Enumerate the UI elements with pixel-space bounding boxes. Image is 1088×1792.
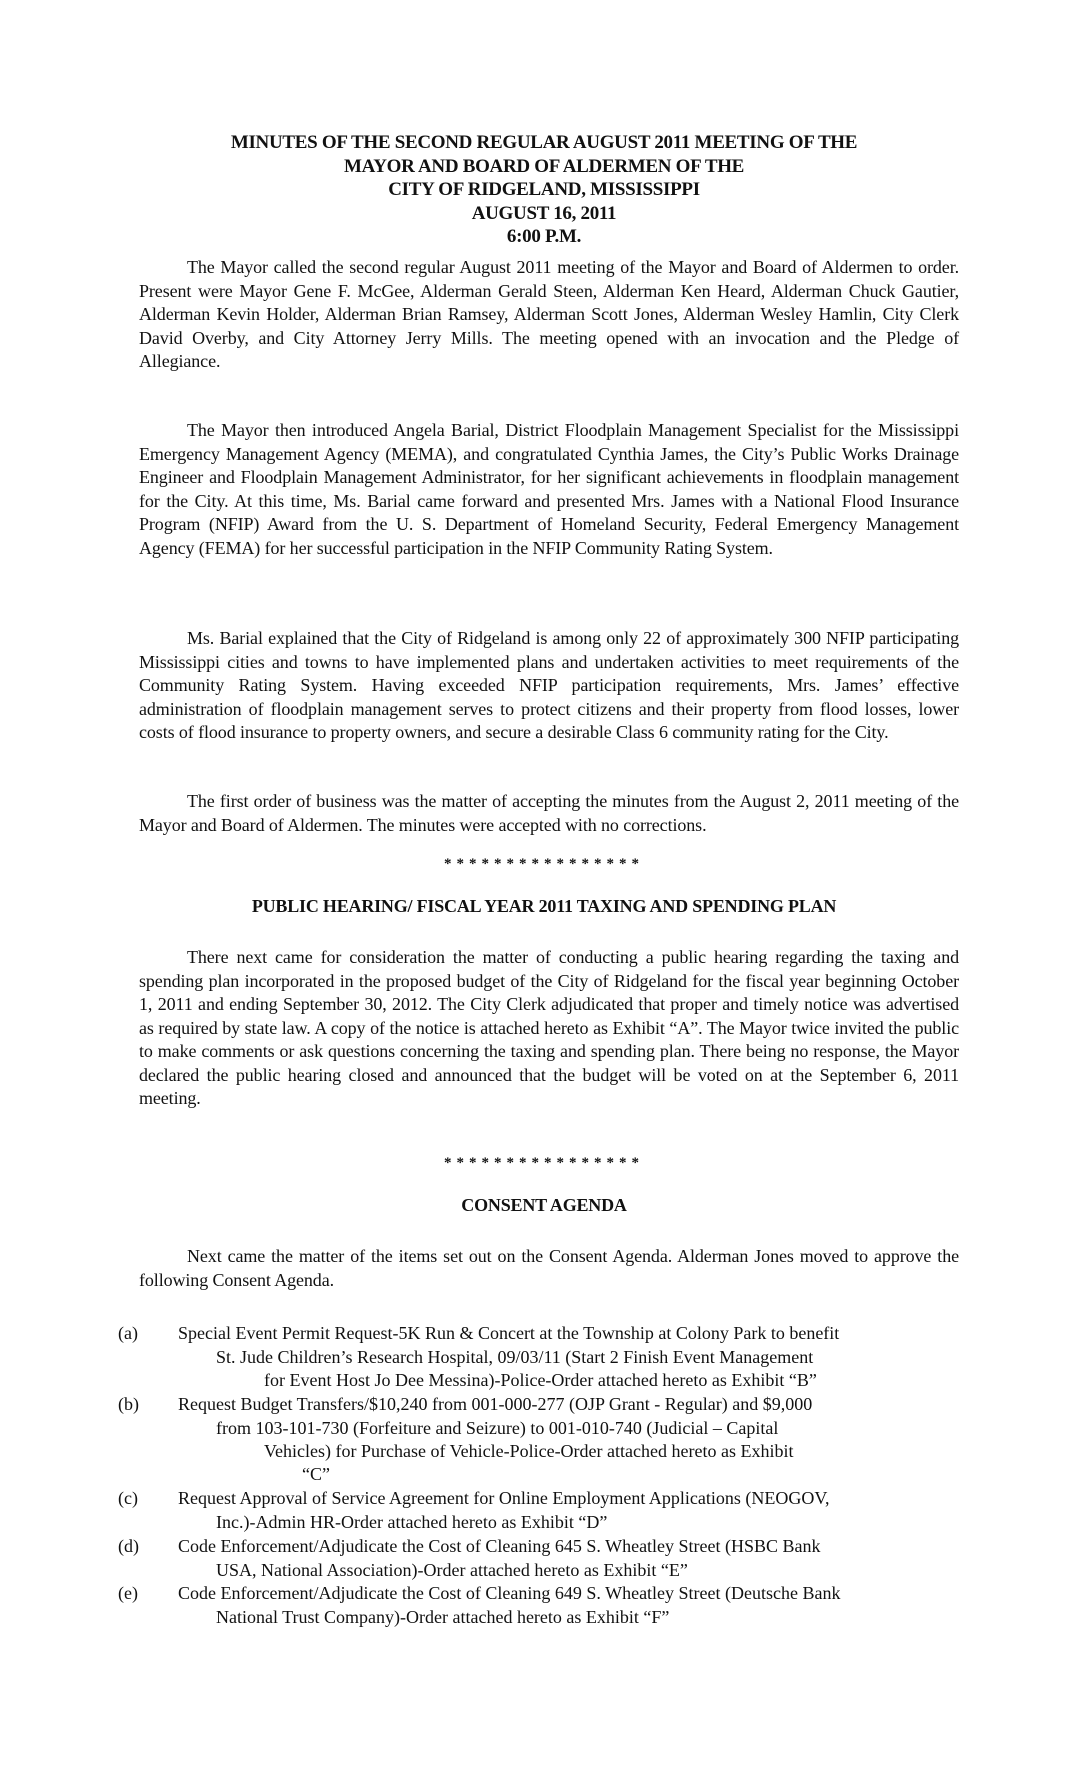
item-line: USA, National Association)-Order attached hereto as Exhibit “E” [216,1559,688,1580]
item-label: (d) [118,1536,139,1556]
item-label: (c) [118,1488,138,1508]
title-line: MINUTES OF THE SECOND REGULAR AUGUST 2011 MEETING OF THE [230,132,858,153]
paragraph-explanation: Ms. Barial explained that the City of Ridgeland is among only 22 of approximately 300 NFIP participating Mississippi cities and towns to have implemented plans and undertaken activities to meet requirements of the Community Rating System. Having exceeded NFIP participation requirements, Mrs. James’ effective administration of floodplain management serves to protect citizens and their property from flood losses, lower costs of flood insurance to property owners, and secure a desirable Class 6 community rating for the City. [139,628,959,742]
item-line: Code Enforcement/Adjudicate the Cost of Cleaning 645 S. Wheatley Street (HSBC Bank [178,1536,821,1556]
item-line: Special Event Permit Request-5K Run & Concert at the Township at Colony Park to benefit [178,1323,840,1343]
title-line: MAYOR AND BOARD OF ALDERMEN OF THE [343,155,745,177]
section-separator: **************** [444,1155,644,1171]
item-text [178,1487,978,1534]
heading-consent-agenda: CONSENT AGENDA [461,1195,627,1215]
item-line: St. Jude Children’s Research Hospital, 09/03/11 (Start 2 Finish Event Management [216,1346,814,1367]
title-line: AUGUST 16, 2011 [471,202,617,224]
item-line: from 103-101-730 (Forfeiture and Seizure) to 001-010-740 (Judicial – Capital [216,1417,779,1438]
item-line: Vehicles) for Purchase of Vehicle-Police-Order attached hereto as Exhibit [264,1441,794,1461]
item-text [178,1582,978,1629]
item-text [178,1535,978,1582]
paragraph-call-to-order: The Mayor called the second regular August 2011 meeting of the Mayor and Board of Aldermen to order. Present were Mayor Gene F. McGee, Alderman Gerald Steen, Alderman Ken Heard, Alderman Chuck Gautier, Alderman Kevin Holder, Alderman Brian Ramsey, Alderman Scott Jones, Alderman Wesley Hamlin, City Clerk David Overby, and City Attorney Jerry Mills. The meeting opened with an invocation and the Pledge of Allegiance. [139,257,959,371]
document-title [0,131,1088,249]
item-label: (e) [118,1583,138,1603]
item-line: Inc.)-Admin HR-Order attached hereto as Exhibit “D” [216,1511,608,1532]
paragraph-public-hearing: There next came for consideration the matter of conducting a public hearing regarding the taxing and spending plan incorporated in the proposed budget of the City of Ridgeland for the fiscal year beginning October 1, 2011 and ending September 30, 2012. The City Clerk adjudicated that proper and timely notice was advertised as required by state law. A copy of the notice is attached hereto as Exhibit “A”. The Mayor twice invited the public to make comments or ask questions concerning the taxing and spending plan. There being no response, the Mayor declared the public hearing closed and announced that the budget will be voted on at the September 6, 2011 meeting. [139,947,959,1108]
title-line: CITY OF RIDGELAND, MISSISSIPPI [388,179,700,200]
item-line: for Event Host Jo Dee Messina)-Police-Order attached hereto as Exhibit “B” [264,1370,817,1390]
item-line: National Trust Company)-Order attached hereto as Exhibit “F” [216,1606,670,1627]
item-line: Request Approval of Service Agreement for Online Employment Applications (NEOGOV, [178,1488,830,1508]
item-label: (b) [118,1394,139,1414]
item-text [178,1322,978,1393]
item-line: “C” [302,1463,330,1484]
item-label: (a) [118,1323,138,1343]
paragraph-introduction: The Mayor then introduced Angela Barial, District Floodplain Management Specialist for the Mississippi Emergency Management Agency (MEMA), and congratulated Cynthia James, the City’s Public Works Drainage Engineer and Floodplain Management Administrator, for her significant achievements in floodplain management for the City. At this time, Ms. Barial came forward and presented Mrs. James with a National Flood Insurance Program (NFIP) Award from the U. S. Department of Homeland Security, Federal Emergency Management Agency (FEMA) for her successful participation in the NFIP Community Rating System. [139,420,959,558]
item-line: Request Budget Transfers/$10,240 from 001-000-277 (OJP Grant - Regular) and $9,000 [178,1394,813,1414]
item-text [178,1393,978,1484]
paragraph-minutes: The first order of business was the matter of accepting the minutes from the August 2, 2011 meeting of the Mayor and Board of Aldermen. The minutes were accepted with no corrections. [139,791,959,835]
paragraph-consent-intro: Next came the matter of the items set out on the Consent Agenda. Alderman Jones moved to approve the following Consent Agenda. [139,1246,959,1290]
item-line: Code Enforcement/Adjudicate the Cost of Cleaning 649 S. Wheatley Street (Deutsche Bank [178,1583,841,1603]
section-separator: **************** [444,856,644,872]
title-line: 6:00 P.M. [506,226,582,247]
heading-public-hearing: PUBLIC HEARING/ FISCAL YEAR 2011 TAXING AND SPENDING PLAN [251,896,837,916]
